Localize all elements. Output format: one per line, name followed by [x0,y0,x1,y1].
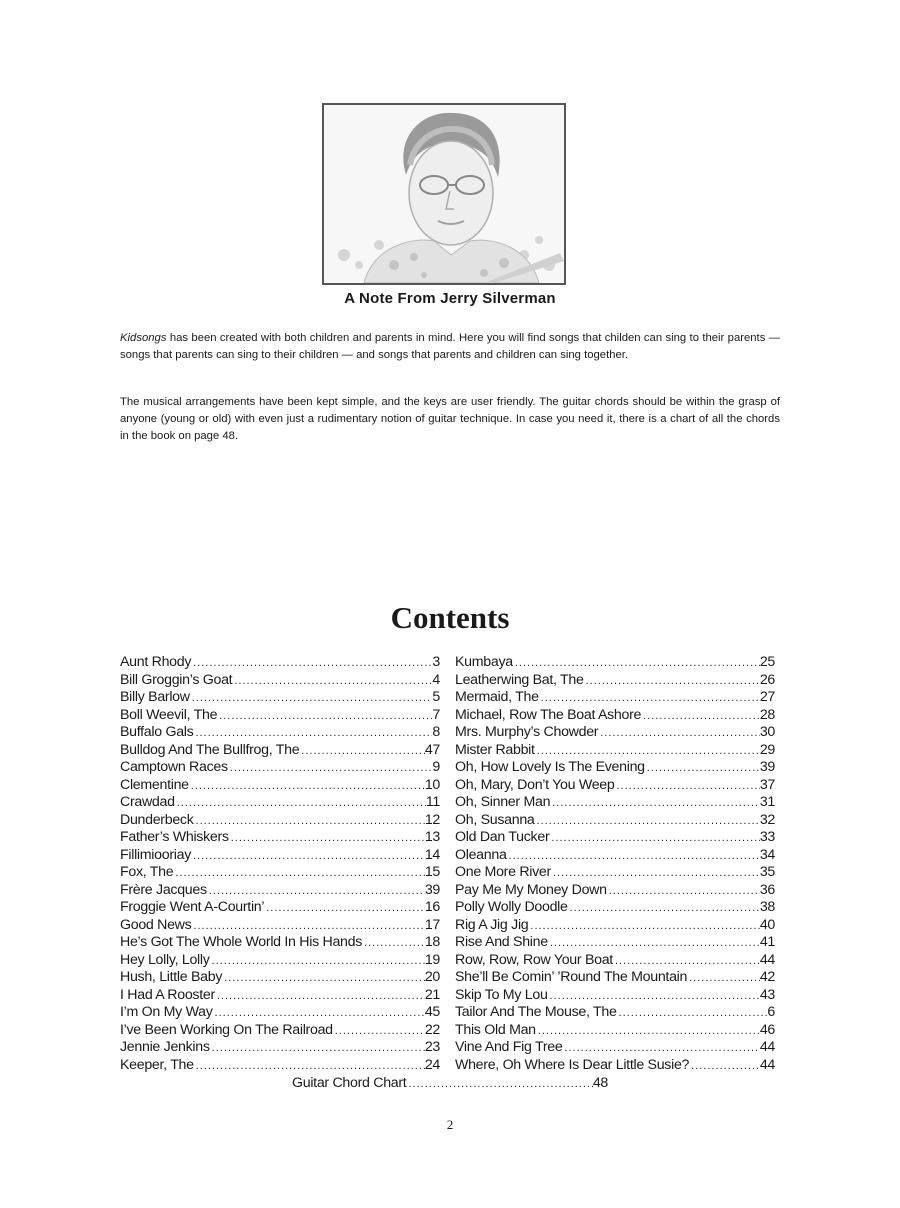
toc-entry-title: Camptown Races [120,759,228,775]
toc-entry[interactable] [120,794,440,812]
toc-entry[interactable] [455,952,775,970]
toc-leader-dots [641,710,760,722]
toc-entry-title: Where, Oh Where Is Dear Little Susie? [455,1056,690,1073]
toc-entry-title: Father’s Whiskers [120,829,229,845]
toc-entry-page: 18 [424,934,440,950]
toc-entry-title: Buffalo Gals [120,724,194,740]
toc-entry-title: Michael, Row The Boat Ashore [455,706,642,723]
toc-entry[interactable] [455,742,775,760]
toc-leader-dots [562,1042,759,1054]
toc-leader-dots [333,1025,425,1037]
toc-entry-page: 36 [759,881,775,898]
toc-leader-dots [507,850,760,862]
toc-entry-page: 5 [432,689,440,705]
toc-entry[interactable] [120,987,440,1005]
toc-entry[interactable] [455,864,775,882]
toc-entry[interactable] [120,654,440,672]
toc-entry-page: 16 [424,899,440,915]
toc-leader-dots [264,902,425,914]
toc-leader-dots [213,1007,425,1019]
toc-entry-title: Dunderbeck [120,811,194,828]
toc-entry-page: 15 [424,864,440,880]
toc-entry[interactable] [120,1057,440,1075]
toc-entry-page: 34 [759,846,775,863]
toc-entry[interactable] [120,724,440,742]
toc-entry[interactable] [120,1022,440,1040]
toc-entry-title: I Had A Rooster [120,986,215,1003]
toc-entry-page: 4 [432,671,440,688]
toc-entry-title: Bulldog And The Bullfrog, The [120,741,300,758]
toc-entry[interactable] [455,777,775,795]
toc-entry[interactable] [455,1057,775,1075]
toc-entry-page: 17 [424,916,440,933]
toc-entry-title: She’ll Be Comin’ ’Round The Mountain [455,969,688,985]
toc-entry-page: 37 [759,776,775,793]
toc-entry[interactable] [120,847,440,865]
toc-leader-dots [173,867,424,879]
toc-entry-title: Oh, Mary, Don’t You Weep [455,776,615,793]
toc-entry[interactable] [455,812,775,830]
toc-entry-page: 48 [592,1075,608,1091]
toc-entry-page: 9 [432,759,440,775]
toc-leader-dots [617,1007,768,1019]
toc-leader-dots [687,972,760,984]
toc-entry[interactable] [120,829,440,847]
toc-entry-title: Good News [120,916,192,933]
toc-leader-dots [539,692,760,704]
toc-entry[interactable] [455,829,775,847]
toc-entry-title: Frère Jacques [120,881,207,898]
toc-entry-title: Billy Barlow [120,689,190,705]
toc-leader-dots [191,657,432,669]
toc-entry-page: 25 [759,654,775,670]
toc-entry-title: Jennie Jenkins [120,1039,210,1055]
page-number: 2 [446,1117,454,1132]
toc-leader-dots [528,920,759,932]
toc-entry-title: Rise And Shine [455,934,548,950]
toc-entry-title: Polly Wolly Doodle [455,899,568,915]
toc-entry[interactable] [455,654,775,672]
toc-entry-title: I’ve Been Working On The Railroad [120,1021,333,1038]
toc-entry-title: Fox, The [120,864,174,880]
toc-entry-page: 47 [424,741,440,758]
toc-entry[interactable] [455,724,775,742]
toc-entry-page: 32 [759,811,775,828]
toc-entry[interactable] [455,759,775,777]
toc-entry-page: 6 [767,1004,775,1020]
toc-entry[interactable] [455,1022,775,1040]
toc-leader-dots [207,885,425,897]
toc-leader-dots [614,780,759,792]
toc-entry-title: He’s Got The Whole World In His Hands [120,934,363,950]
toc-entry[interactable] [120,742,440,760]
toc-leader-dots [568,902,760,914]
toc-leader-dots [229,832,425,844]
toc-leader-dots [191,920,424,932]
toc-entry-page: 24 [424,1056,440,1073]
toc-entry[interactable] [455,934,775,952]
toc-leader-dots [551,867,760,879]
toc-entry-title: Oh, Sinner Man [455,794,551,810]
toc-entry-page: 30 [759,724,775,740]
toc-leader-dots [190,692,433,704]
toc-entry-page: 7 [432,706,440,723]
toc-entry-title: Froggie Went A-Courtin’ [120,899,265,915]
toc-entry-page: 31 [759,794,775,810]
toc-entry-title: Guitar Chord Chart [292,1075,407,1091]
toc-leader-dots [191,850,425,862]
toc-leader-dots [406,1078,592,1090]
toc-entry[interactable] [120,672,440,690]
toc-entry[interactable] [120,969,440,987]
toc-entry[interactable] [455,882,775,900]
toc-entry-page: 46 [759,1021,775,1038]
toc-leader-dots [548,937,760,949]
toc-leader-dots [217,710,432,722]
toc-leader-dots [607,885,760,897]
toc-entry-title: Crawdad [120,794,175,810]
toc-entry[interactable] [455,794,775,812]
toc-entry[interactable] [120,689,440,707]
toc-entry[interactable] [455,707,775,725]
toc-leader-dots [645,762,760,774]
toc-entry-title: Mermaid, The [455,689,539,705]
toc-entry-page: 29 [759,741,775,758]
toc-entry[interactable] [455,689,775,707]
toc-entry-page: 21 [424,986,440,1003]
toc-entry-title: Row, Row, Row Your Boat [455,951,613,968]
toc-leader-dots [189,780,425,792]
toc-entry-title: Hush, Little Baby [120,969,223,985]
intro-paragraph-text: has been created with both children and parents in mind. Here you will find songs that childen can sing to their parents — songs that parents can sing to their children — and songs that parents and children can sing together. [120,332,780,361]
toc-entry-page: 44 [759,1039,775,1055]
toc-entry-title: Keeper, The [120,1056,194,1073]
toc-entry[interactable] [120,917,440,935]
toc-entry-title: Kumbaya [455,654,513,670]
toc-entry-page: 13 [424,829,440,845]
toc-leader-dots [210,955,425,967]
toc-entry-page: 12 [424,811,440,828]
toc-leader-dots [584,675,760,687]
intro-paragraph [120,330,780,364]
author-photo [322,103,566,285]
toc-entry-page: 10 [424,776,440,793]
toc-leader-dots [299,745,425,757]
toc-leader-dots [613,955,760,967]
toc-entry[interactable] [120,707,440,725]
toc-entry-page: 39 [424,881,440,898]
toc-leader-dots [194,815,425,827]
toc-entry-title: One More River [455,864,551,880]
toc-entry-title: Vine And Fig Tree [455,1039,563,1055]
toc-entry-page: 20 [424,969,440,985]
toc-entry-title: Fillimiooriay [120,846,191,863]
toc-entry-title: This Old Man [455,1021,536,1038]
toc-entry-title: Skip To My Lou [455,986,548,1003]
toc-entry-title: Hey Lolly, Lolly [120,951,210,968]
toc-entry[interactable] [455,1039,775,1057]
toc-leader-dots [536,1025,760,1037]
toc-leader-dots [194,1060,425,1072]
toc-entry-page: 35 [759,864,775,880]
toc-entry-page: 44 [759,951,775,968]
toc-leader-dots [549,832,759,844]
toc-entry[interactable] [120,882,440,900]
toc-leader-dots [222,972,425,984]
toc-entry[interactable] [120,759,440,777]
toc-leader-dots [215,990,425,1002]
toc-leader-dots [232,675,432,687]
toc-entry[interactable] [120,899,440,917]
toc-leader-dots [535,815,760,827]
toc-entry-page: 11 [425,794,440,810]
toc-entry-title: Boll Weevil, The [120,706,218,723]
book-title-italic: Kidsongs [120,332,167,344]
toc-leader-dots [548,990,760,1002]
toc-entry-page: 27 [759,689,775,705]
toc-leader-dots [193,727,432,739]
toc-entry-page: 23 [424,1039,440,1055]
toc-entry[interactable] [120,934,440,952]
toc-leader-dots [175,797,426,809]
toc-entry-title: Oleanna [455,846,507,863]
toc-entry-page: 42 [759,969,775,985]
toc-entry[interactable] [455,969,775,987]
toc-entry[interactable] [455,899,775,917]
toc-leader-dots [513,657,760,669]
toc-entry-guitar-chord-chart[interactable] [292,1075,608,1091]
toc-entry-title: Clementine [120,776,189,793]
toc-leader-dots [228,762,433,774]
toc-leader-dots [550,797,760,809]
toc-entry-title: Bill Groggin’s Goat [120,671,233,688]
toc-entry-page: 45 [424,1004,440,1020]
toc-entry-page: 8 [432,724,440,740]
note-title: A Note From Jerry Silverman [344,290,556,307]
contents-right-column [455,654,775,1074]
toc-leader-dots [362,937,425,949]
toc-entry-title: Leatherwing Bat, The [455,671,584,688]
toc-entry-title: Tailor And The Mouse, The [455,1004,617,1020]
toc-entry-title: Rig A Jig Jig [455,916,529,933]
toc-entry[interactable] [455,917,775,935]
toc-entry-page: 19 [424,951,440,968]
toc-entry-title: Mister Rabbit [455,741,535,758]
author-portrait-image [324,105,564,283]
toc-entry[interactable] [455,672,775,690]
toc-entry[interactable] [455,847,775,865]
toc-entry-page: 39 [759,759,775,775]
toc-entry[interactable] [120,864,440,882]
toc-entry-page: 26 [759,671,775,688]
toc-entry[interactable] [120,812,440,830]
toc-entry-page: 3 [432,654,440,670]
toc-leader-dots [210,1042,425,1054]
toc-entry-title: Old Dan Tucker [455,829,550,845]
toc-leader-dots [535,745,760,757]
toc-entry[interactable] [120,1004,440,1022]
toc-leader-dots [598,727,760,739]
arrangement-paragraph: The musical arrangements have been kept simple, and the keys are user friendly. The guitar chords should be within the grasp of anyone (young or old) with even just a rudimentary notion of guitar technique. In case you need it, there is a chart of all the chords in the book on page 48. [120,396,780,442]
toc-entry-page: 38 [759,899,775,915]
toc-entry-page: 28 [759,706,775,723]
toc-entry[interactable] [455,987,775,1005]
toc-entry-page: 22 [424,1021,440,1038]
toc-entry-page: 44 [759,1056,775,1073]
contents-title: Contents [390,600,510,635]
toc-entry[interactable] [120,1039,440,1057]
toc-entry[interactable] [455,1004,775,1022]
toc-entry-title: Aunt Rhody [120,654,192,670]
toc-entry-title: Mrs. Murphy’s Chowder [455,724,599,740]
toc-leader-dots [689,1060,760,1072]
contents-left-column [120,654,440,1074]
toc-entry-page: 14 [424,846,440,863]
toc-entry-page: 40 [759,916,775,933]
toc-entry-title: Oh, Susanna [455,811,535,828]
toc-entry-title: Pay Me My Money Down [455,881,607,898]
toc-entry-page: 43 [759,986,775,1003]
toc-entry-page: 41 [759,934,775,950]
toc-entry[interactable] [120,952,440,970]
toc-entry[interactable] [120,777,440,795]
toc-entry-title: Oh, How Lovely Is The Evening [455,759,645,775]
toc-entry-title: I’m On My Way [120,1004,213,1020]
toc-entry-page: 33 [759,829,775,845]
